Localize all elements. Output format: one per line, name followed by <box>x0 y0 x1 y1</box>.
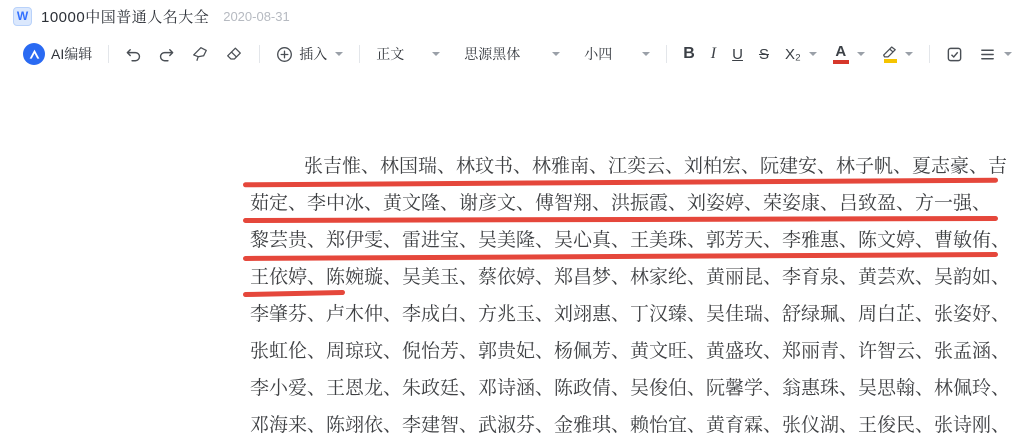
undo-icon <box>125 46 142 63</box>
name-line[interactable] <box>250 296 1011 333</box>
font-color-icon: A <box>833 44 849 64</box>
format-painter-icon <box>191 45 209 63</box>
checkbox-button[interactable] <box>939 41 970 68</box>
titlebar <box>0 0 1032 32</box>
plus-circle-icon <box>276 46 293 63</box>
list-dropdown[interactable] <box>972 41 1019 68</box>
name-line[interactable] <box>250 148 1008 185</box>
name-line[interactable] <box>250 222 1011 259</box>
name-line[interactable] <box>250 407 1011 444</box>
highlighter-icon <box>881 45 897 63</box>
toolbar-divider <box>666 45 667 63</box>
eraser-icon <box>225 45 243 63</box>
checkbox-icon <box>946 46 963 63</box>
document-title: 10000中国普通人名大全 <box>41 8 210 26</box>
name-line[interactable] <box>250 370 1011 407</box>
strikethrough-icon: S <box>758 45 769 63</box>
chevron-down-icon <box>335 52 343 56</box>
word-doc-icon: W <box>13 7 32 26</box>
name-line-text: 茹定、李中冰、黄文隆、谢彦文、傅智翔、洪振霞、刘姿婷、荣姿康、吕致盈、方一强、 <box>250 193 992 214</box>
list-icon <box>979 46 996 63</box>
font-size-dropdown[interactable] <box>577 39 657 69</box>
chevron-down-icon <box>432 52 440 56</box>
name-line-text: 张虹伦、周琼玟、倪怡芳、郭贵妃、杨佩芳、黄文旺、黄盛玫、郑丽青、许智云、张孟涵、 <box>250 341 1011 362</box>
highlight-color-dropdown[interactable] <box>874 40 920 68</box>
redo-icon <box>158 46 175 63</box>
paragraph-style-value: 正文 <box>376 46 405 62</box>
name-line[interactable] <box>250 333 1011 370</box>
document-canvas[interactable] <box>250 148 1011 444</box>
insert-dropdown[interactable] <box>269 39 350 69</box>
strikethrough-button[interactable] <box>752 41 776 68</box>
chevron-down-icon <box>642 52 650 56</box>
chevron-down-icon <box>1004 52 1012 56</box>
toolbar <box>0 32 1032 76</box>
name-line[interactable] <box>250 185 990 222</box>
name-line-text: 王依婷、陈婉璇、吴美玉、蔡依婷、郑昌梦、林家纶、黄丽昆、李育泉、黄芸欢、吴韵如、 <box>250 267 1011 288</box>
subscript-icon: X₂ <box>784 45 801 63</box>
redo-button[interactable] <box>151 41 182 68</box>
name-line-text: 邓海来、陈翊依、李建智、武淑芬、金雅琪、赖怡宜、黄育霖、张仪湖、王俊民、张诗刚、 <box>250 415 1011 436</box>
toolbar-divider <box>359 45 360 63</box>
name-line-text: 李小爱、王恩龙、朱政廷、邓诗涵、陈政倩、吴俊伯、阮馨学、翁惠珠、吴思翰、林佩玲、 <box>250 378 1011 399</box>
chevron-down-icon <box>809 52 817 56</box>
font-family-value: 思源黑体 <box>464 46 521 62</box>
font-family-dropdown[interactable] <box>457 39 567 69</box>
italic-button[interactable] <box>704 40 723 68</box>
underline-icon: U <box>732 45 743 63</box>
ai-edit-button[interactable] <box>16 38 99 70</box>
chevron-down-icon <box>857 52 865 56</box>
paragraph-style-dropdown[interactable] <box>369 39 447 69</box>
bold-button[interactable] <box>676 40 702 68</box>
document-date: 2020-08-31 <box>223 8 290 24</box>
ai-logo-icon <box>23 43 45 65</box>
name-line-text: 李肇芬、卢木仲、李成白、方兆玉、刘翊惠、丁汉臻、吴佳瑞、舒绿珮、周白芷、张姿妤、 <box>250 304 1011 325</box>
ai-edit-label: AI编辑 <box>51 46 93 62</box>
underline-button[interactable] <box>725 41 750 68</box>
name-line-text: 张吉惟、林国瑞、林玟书、林雅南、江奕云、刘柏宏、阮建安、林子帆、夏志豪、吉 <box>304 156 1008 177</box>
name-line[interactable] <box>250 259 1011 296</box>
toolbar-divider <box>259 45 260 63</box>
chevron-down-icon <box>905 52 913 56</box>
insert-label: 插入 <box>299 46 328 62</box>
clear-format-button[interactable] <box>218 40 250 68</box>
toolbar-divider <box>108 45 109 63</box>
chevron-down-icon <box>552 52 560 56</box>
undo-button[interactable] <box>118 41 149 68</box>
font-size-value: 小四 <box>584 46 613 62</box>
toolbar-divider <box>929 45 930 63</box>
bold-icon: B <box>683 45 695 62</box>
italic-icon: I <box>710 45 717 62</box>
name-line-text: 黎芸贵、郑伊雯、雷进宝、吴美隆、吴心真、王美珠、郭芳天、李雅惠、陈文婷、曹敏侑、 <box>250 230 1011 251</box>
format-painter-button[interactable] <box>184 40 216 68</box>
font-color-dropdown[interactable] <box>826 39 872 69</box>
subscript-dropdown[interactable] <box>778 41 824 68</box>
